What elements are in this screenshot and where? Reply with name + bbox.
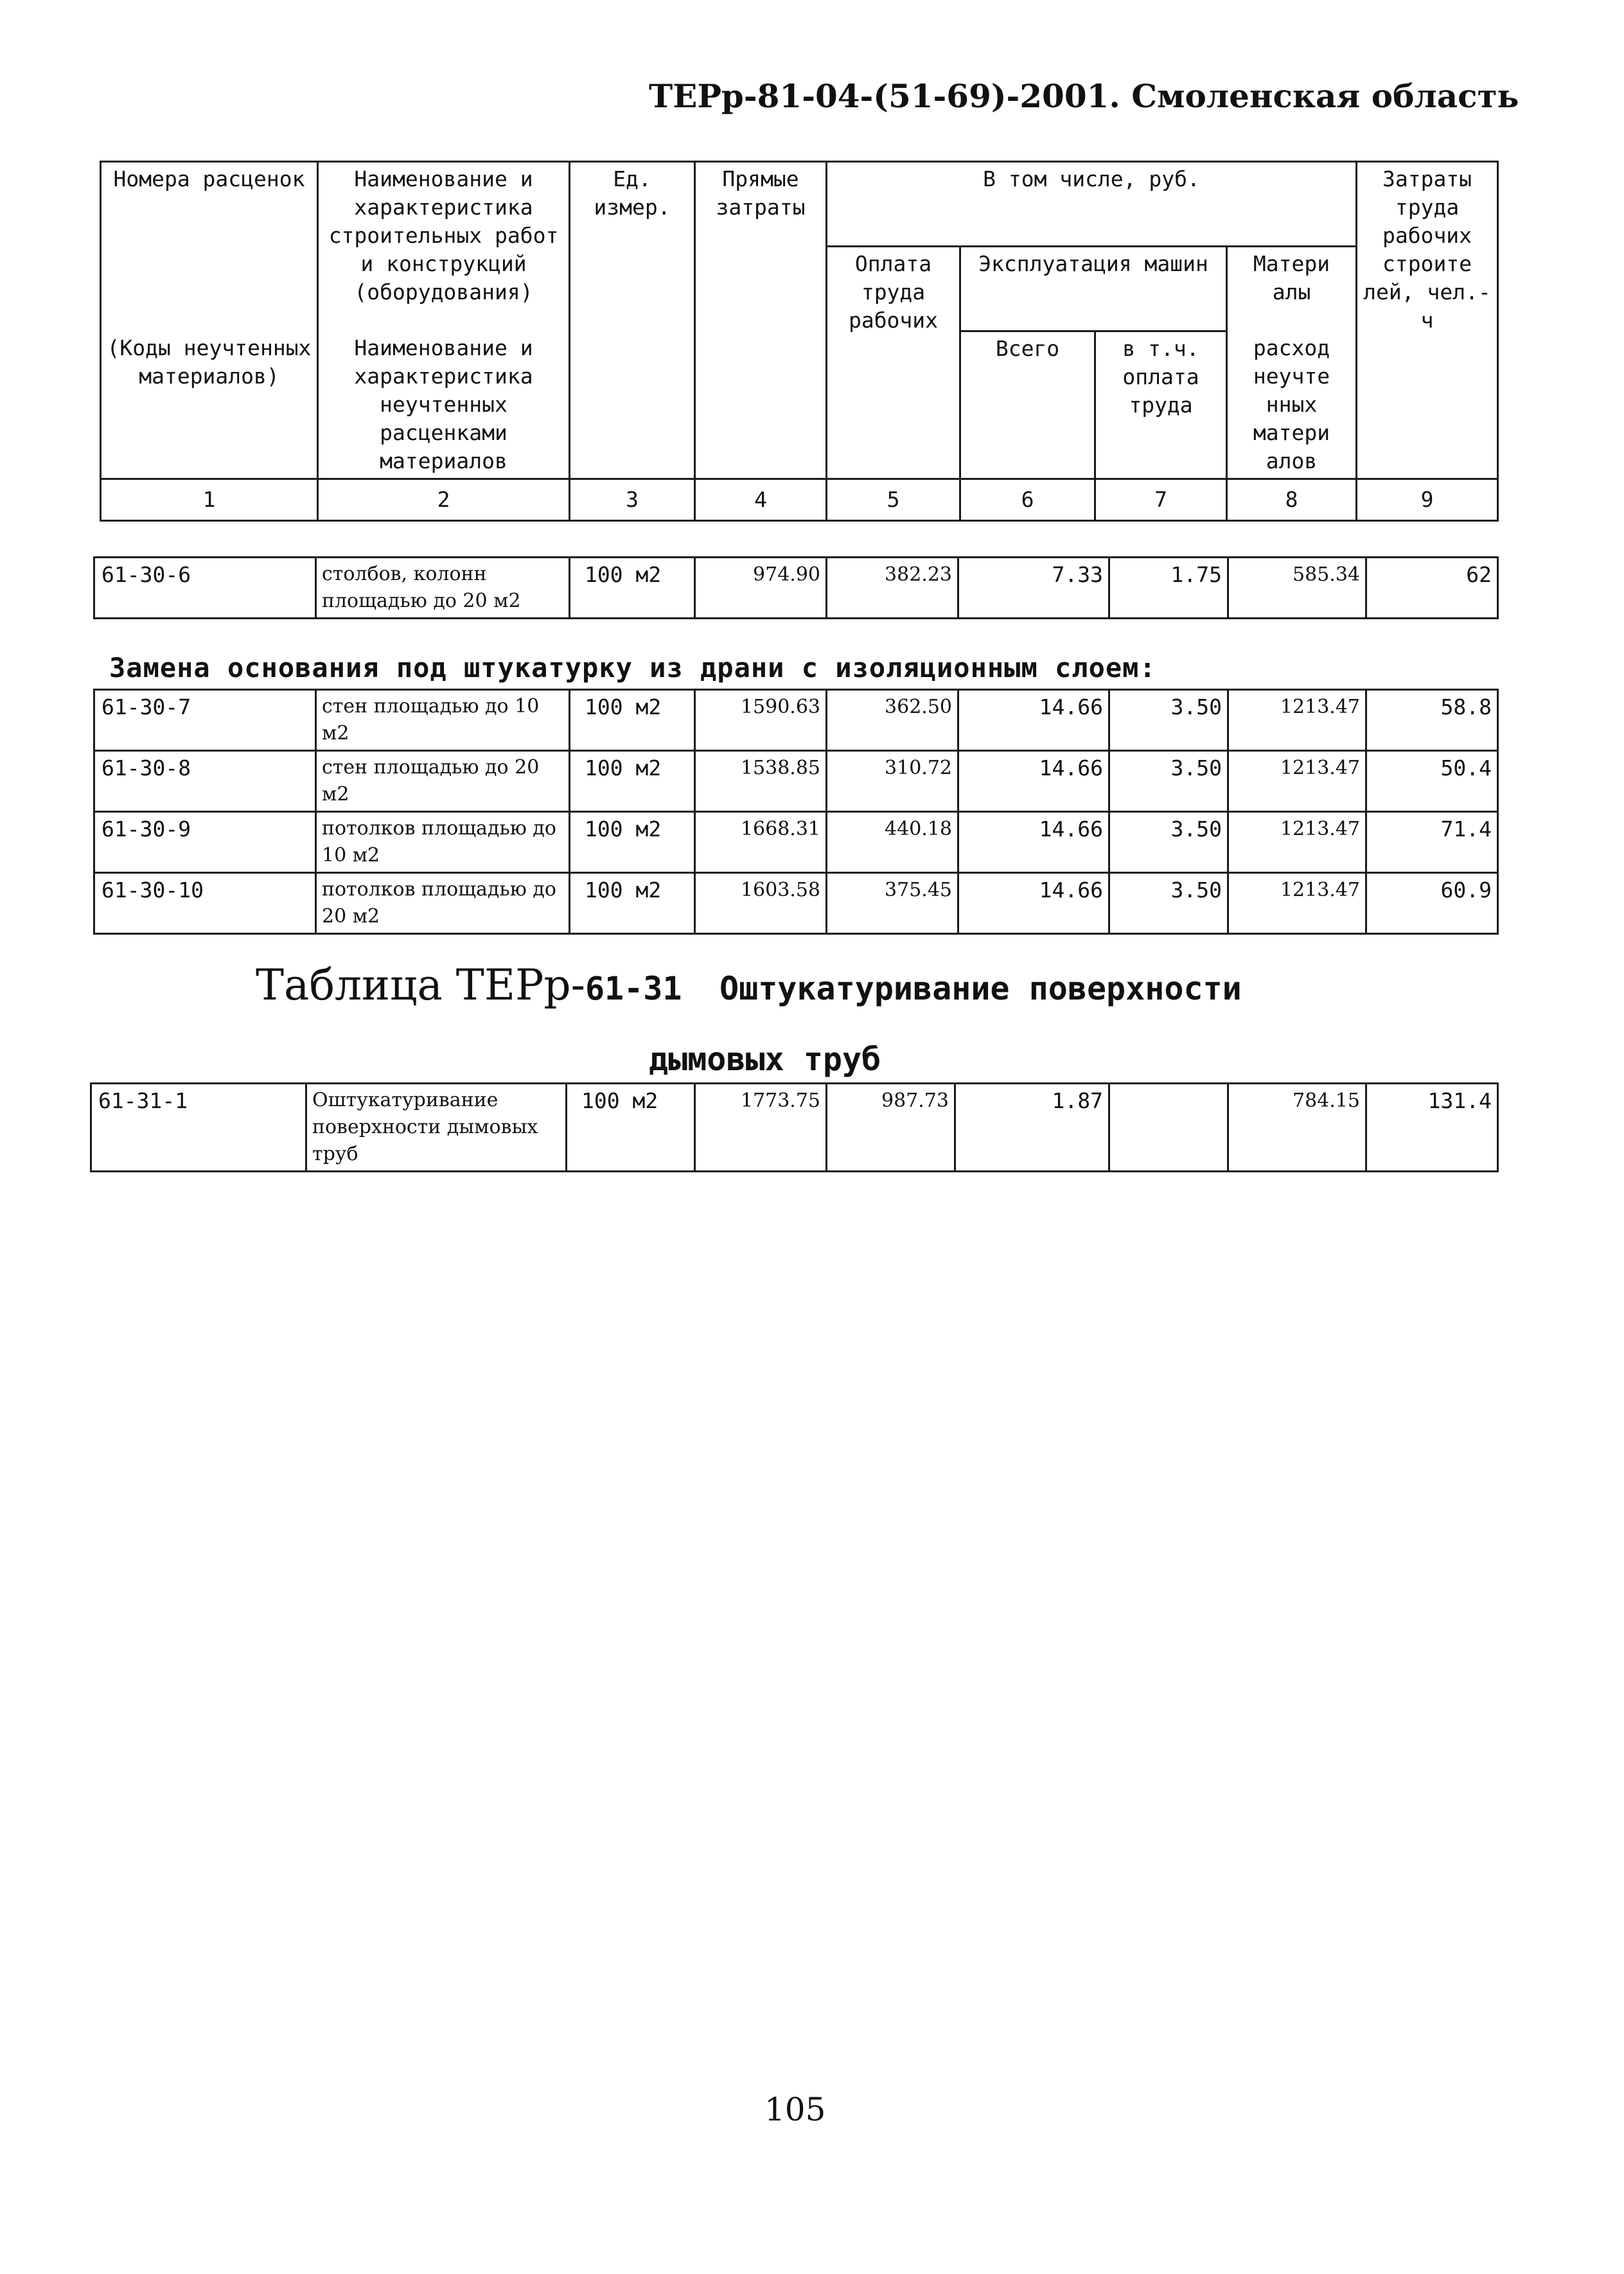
column-number: 7 bbox=[1095, 479, 1227, 521]
rate-code: 61-30-9 bbox=[94, 812, 316, 873]
labor-hours: 131.4 bbox=[1366, 1084, 1498, 1172]
machines-total: 1.87 bbox=[955, 1084, 1109, 1172]
rate-code: 61-30-10 bbox=[94, 873, 316, 934]
direct-costs: 974.90 bbox=[695, 558, 827, 619]
rate-code: 61-31-1 bbox=[91, 1084, 306, 1172]
header-rate-numbers: Номера расценок bbox=[101, 162, 318, 331]
column-number: 2 bbox=[318, 479, 570, 521]
work-name: Оштукатуривание поверхности дымовых труб bbox=[306, 1084, 567, 1172]
work-name: столбов, колонн площадью до 20 м2 bbox=[316, 558, 570, 619]
table-title-number: 61-31 bbox=[585, 970, 682, 1007]
direct-costs: 1590.63 bbox=[695, 690, 827, 751]
machines-total: 14.66 bbox=[958, 690, 1109, 751]
machines-labor bbox=[1109, 1084, 1228, 1172]
machines-total: 14.66 bbox=[958, 873, 1109, 934]
labor-hours: 62 bbox=[1366, 558, 1498, 619]
table-title-line-2: дымовых труб bbox=[649, 1041, 881, 1078]
machines-total: 14.66 bbox=[958, 812, 1109, 873]
machines-labor: 3.50 bbox=[1109, 690, 1228, 751]
machines-labor: 3.50 bbox=[1109, 812, 1228, 873]
materials: 1213.47 bbox=[1228, 751, 1366, 812]
header-work-name: Наименование и характеристика строительных работ и конструкций (оборудования) bbox=[318, 162, 570, 331]
header-material-codes: (Коды неучтенных материалов) bbox=[101, 331, 318, 479]
column-number: 9 bbox=[1357, 479, 1498, 521]
rates-table-61-31 bbox=[90, 1082, 1499, 1172]
work-name: потолков площадью до 10 м2 bbox=[316, 812, 570, 873]
column-number: 6 bbox=[960, 479, 1095, 521]
worker-pay: 440.18 bbox=[827, 812, 958, 873]
direct-costs: 1603.58 bbox=[695, 873, 827, 934]
worker-pay: 310.72 bbox=[827, 751, 958, 812]
unit: 100 м2 bbox=[567, 1084, 695, 1172]
labor-hours: 60.9 bbox=[1366, 873, 1498, 934]
machines-labor: 3.50 bbox=[1109, 873, 1228, 934]
header-unaccounted-materials: Наименование и характеристика неучтенных расценками материалов bbox=[318, 331, 570, 479]
worker-pay: 382.23 bbox=[827, 558, 958, 619]
labor-hours: 58.8 bbox=[1366, 690, 1498, 751]
materials: 1213.47 bbox=[1228, 812, 1366, 873]
unit: 100 м2 bbox=[570, 812, 695, 873]
header-worker-pay: Оплата труда рабочих bbox=[827, 247, 960, 479]
header-materials-consumption: расход неучте нных матери алов bbox=[1227, 331, 1357, 479]
header-labor-hours: Затраты труда рабочих строите лей, чел.-ч bbox=[1357, 162, 1498, 479]
header-machines-labor: в т.ч. оплата труда bbox=[1095, 331, 1227, 479]
column-number: 1 bbox=[101, 479, 318, 521]
machines-total: 7.33 bbox=[958, 558, 1109, 619]
table-title-prefix-text: Таблица ТЕРр- bbox=[256, 960, 585, 1010]
direct-costs: 1538.85 bbox=[695, 751, 827, 812]
worker-pay: 362.50 bbox=[827, 690, 958, 751]
header-direct-costs: Прямые затраты bbox=[695, 162, 827, 479]
table-title-line-1: Оштукатуривание поверхности bbox=[719, 970, 1242, 1007]
labor-hours: 50.4 bbox=[1366, 751, 1498, 812]
materials: 1213.47 bbox=[1228, 873, 1366, 934]
header-machine-operation: Эксплуатация машин bbox=[960, 247, 1227, 331]
column-number: 8 bbox=[1227, 479, 1357, 521]
worker-pay: 375.45 bbox=[827, 873, 958, 934]
page-number: 105 bbox=[764, 2091, 826, 2128]
header-including-rub: В том числе, руб. bbox=[827, 162, 1357, 247]
header-machines-total: Всего bbox=[960, 331, 1095, 479]
document-title: ТЕРр-81-04-(51-69)-2001. Смоленская область bbox=[649, 77, 1519, 115]
direct-costs: 1668.31 bbox=[695, 812, 827, 873]
rates-table-61-30-7-10 bbox=[93, 689, 1499, 935]
direct-costs: 1773.75 bbox=[695, 1084, 827, 1172]
rates-header-table bbox=[100, 161, 1499, 522]
column-number: 3 bbox=[570, 479, 695, 521]
section-title: Замена основания под штукатурку из драни с изоляционным слоем: bbox=[109, 652, 1156, 683]
header-unit: Ед. измер. bbox=[570, 162, 695, 479]
materials: 784.15 bbox=[1228, 1084, 1366, 1172]
table-title-prefix bbox=[256, 960, 682, 1010]
machines-labor: 3.50 bbox=[1109, 751, 1228, 812]
unit: 100 м2 bbox=[570, 690, 695, 751]
work-name: стен площадью до 20 м2 bbox=[316, 751, 570, 812]
unit: 100 м2 bbox=[570, 873, 695, 934]
work-name: потолков площадью до 20 м2 bbox=[316, 873, 570, 934]
worker-pay: 987.73 bbox=[827, 1084, 955, 1172]
unit: 100 м2 bbox=[570, 751, 695, 812]
labor-hours: 71.4 bbox=[1366, 812, 1498, 873]
rate-code: 61-30-7 bbox=[94, 690, 316, 751]
rates-table-61-30-6 bbox=[93, 556, 1499, 619]
unit: 100 м2 bbox=[570, 558, 695, 619]
materials: 585.34 bbox=[1228, 558, 1366, 619]
materials: 1213.47 bbox=[1228, 690, 1366, 751]
header-materials: Матери алы bbox=[1227, 247, 1357, 331]
work-name: стен площадью до 10 м2 bbox=[316, 690, 570, 751]
column-number: 4 bbox=[695, 479, 827, 521]
rate-code: 61-30-8 bbox=[94, 751, 316, 812]
machines-total: 14.66 bbox=[958, 751, 1109, 812]
machines-labor: 1.75 bbox=[1109, 558, 1228, 619]
column-number: 5 bbox=[827, 479, 960, 521]
rate-code: 61-30-6 bbox=[94, 558, 316, 619]
